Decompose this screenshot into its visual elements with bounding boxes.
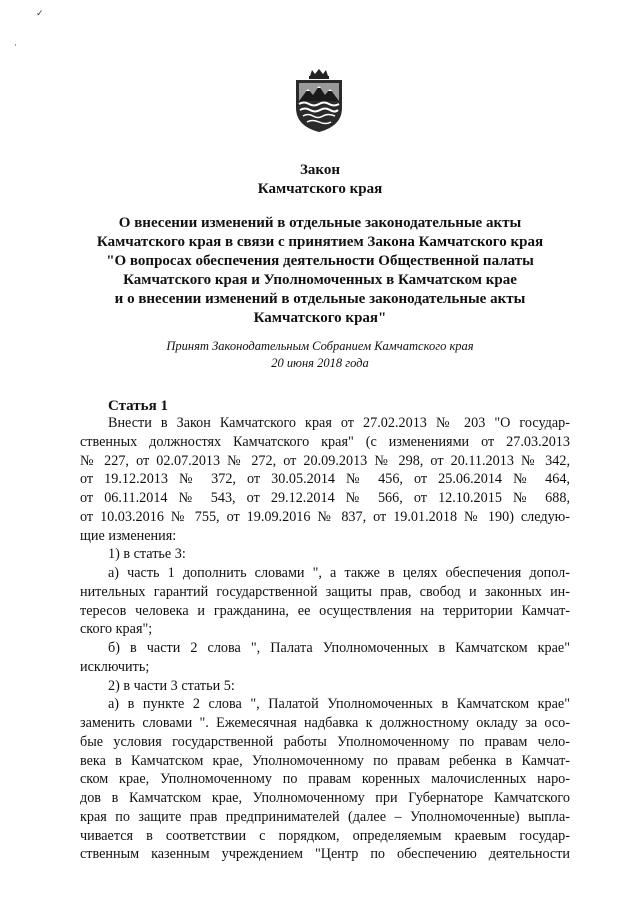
law-title: Закон: [299, 162, 340, 178]
body-line: ственных должностях Камчатского края" (с изменениями от 27.03.2013: [80, 433, 570, 450]
body-line: 2) в части 3 статьи 5:: [108, 677, 235, 694]
body-line: а) часть 1 дополнить словами ", а также в целях обеспечения допол-: [108, 565, 570, 581]
region-title: Камчатского края: [257, 181, 383, 197]
body-line: ском крае, Уполномоченному по правам коренных малочисленных наро-: [80, 771, 570, 788]
body-line: чивается в соответствии с порядком, определяемым краевым государ-: [80, 827, 570, 844]
body-line: века в Камчатском крае, Уполномоченному по правам ребенка в Камчат-: [80, 752, 570, 769]
subject-line: Камчатского края": [253, 310, 387, 326]
body-line: края по защите прав предпринимателей (далее – Уполномоченные) выпла-: [80, 808, 570, 825]
body-line: дов в Камчатском крае, Уполномоченному при Губернаторе Камчатского: [80, 790, 570, 806]
subject-line: "О вопросах обеспечения деятельности Общественной палаты: [106, 253, 534, 269]
body-line: от 19.12.2013 № 372, от 30.05.2014 № 456, от 25.06.2014 № 464,: [80, 471, 570, 488]
body-line: б) в части 2 слова ", Палата Уполномоченных в Камчатском крае": [108, 640, 570, 656]
adopted-by: Принят Законодательным Собранием Камчатского края: [166, 339, 474, 353]
body-line: тересов человека и гражданина, ее осуществления на территории Камчат-: [80, 602, 570, 619]
subject-line: Камчатского края в связи с принятием Закона Камчатского края: [96, 234, 544, 250]
body-line: исключить;: [80, 658, 150, 675]
body-line: а) в пункте 2 слова ", Палатой Уполномоченных в Камчатском крае": [108, 696, 570, 713]
subject-line: О внесении изменений в отдельные законодательные акты: [118, 215, 522, 231]
body-line: 1) в статье 3:: [108, 546, 186, 563]
subject-line: и о внесении изменений в отдельные законодательные акты: [114, 291, 526, 307]
body-line: ского края";: [80, 621, 153, 638]
body-line: бые условия государственной работы Уполномоченному по правам чело-: [80, 733, 570, 750]
body-line: от 06.11.2014 № 543, от 29.12.2014 № 566, от 12.10.2015 № 688,: [80, 490, 570, 506]
body-line: № 227, от 02.07.2013 № 272, от 20.09.2013 № 298, от 20.11.2013 № 342,: [80, 452, 570, 469]
subject-line: Камчатского края и Уполномоченных в Камчатском крае: [123, 272, 517, 288]
article-heading: Статья 1: [108, 398, 168, 414]
body-line: ственным казенным учреждением "Центр по обеспечению деятельности: [80, 846, 570, 863]
emblem-icon: [290, 68, 348, 134]
margin-dot: ·: [14, 40, 17, 50]
body-line: Внести в Закон Камчатского края от 27.02.2013 № 203 "О государ-: [108, 415, 570, 431]
body-line: нительных гарантий государственной защиты прав, свобод и законных ин-: [80, 583, 570, 600]
article-body: [80, 414, 570, 864]
corner-mark: ✓: [36, 8, 44, 18]
body-line: от 10.03.2016 № 755, от 19.09.2016 № 837, от 19.01.2018 № 190) следую-: [80, 508, 570, 525]
adopted-date: 20 июня 2018 года: [271, 356, 369, 370]
body-line: заменить словами ". Ежемесячная надбавка к должностному окладу за осо-: [80, 715, 570, 731]
body-line: щие изменения:: [80, 527, 177, 544]
